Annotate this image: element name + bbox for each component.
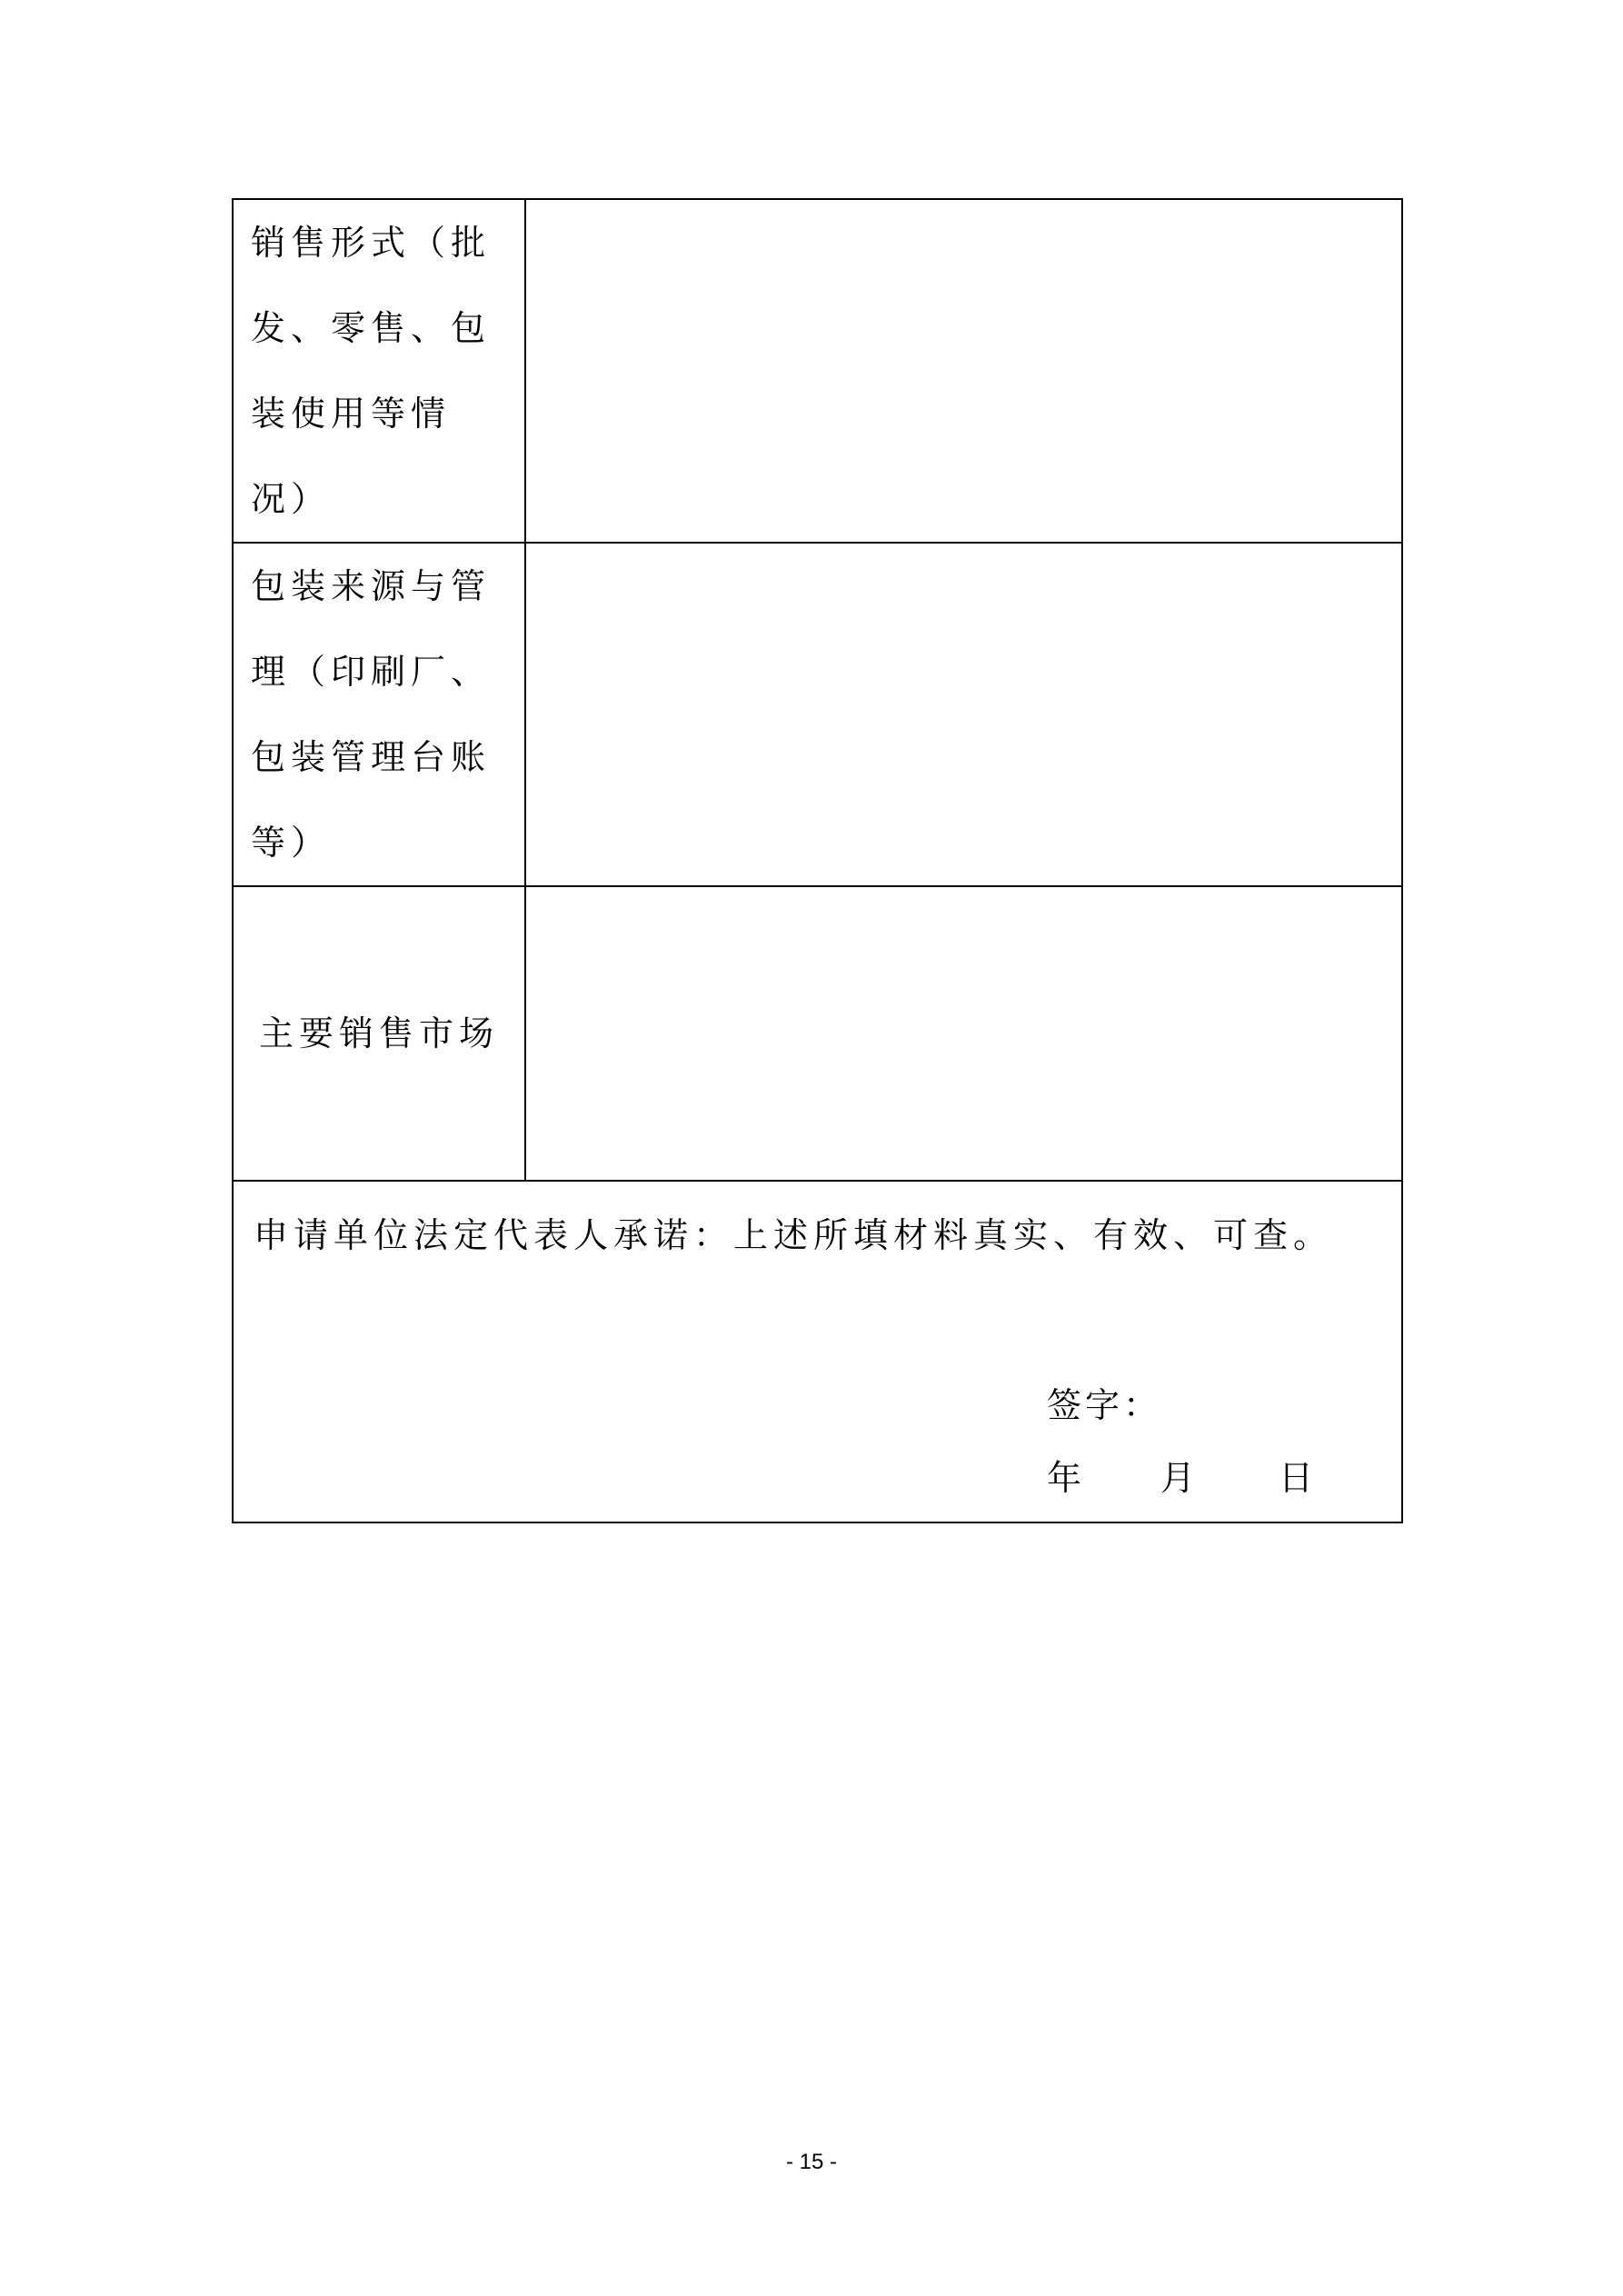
date-line xyxy=(1047,1450,1313,1500)
label-cell-main-market xyxy=(233,886,525,1181)
label-sales-form: 销售形式（批发、零售、包装使用等情况） xyxy=(251,223,492,519)
year-label: 年 xyxy=(1047,1458,1082,1498)
label-packaging-source: 包装来源与管理（印刷厂、包装管理台账等） xyxy=(251,566,492,863)
application-form-table xyxy=(232,198,1403,1523)
value-cell-main-market[interactable] xyxy=(525,886,1402,1181)
label-main-market: 主要销售市场 xyxy=(258,1013,499,1053)
promise-statement: 申请单位法定代表人承诺：上述所填材料真实、有效、可查。 xyxy=(254,1215,1334,1255)
day-label: 日 xyxy=(1279,1458,1314,1498)
table-row-main-market xyxy=(233,886,1402,1181)
value-cell-sales-form[interactable] xyxy=(525,199,1402,543)
label-cell-packaging-source xyxy=(233,543,525,886)
table-row-packaging-source xyxy=(233,543,1402,886)
page-number: - 15 - xyxy=(785,2150,837,2174)
table-row-promise xyxy=(233,1181,1402,1522)
label-cell-sales-form xyxy=(233,199,525,543)
value-cell-packaging-source[interactable] xyxy=(525,543,1402,886)
promise-cell xyxy=(233,1181,1402,1522)
table-row-sales-form xyxy=(233,199,1402,543)
month-label: 月 xyxy=(1160,1458,1196,1498)
signature-label: 签字： xyxy=(1047,1385,1162,1425)
